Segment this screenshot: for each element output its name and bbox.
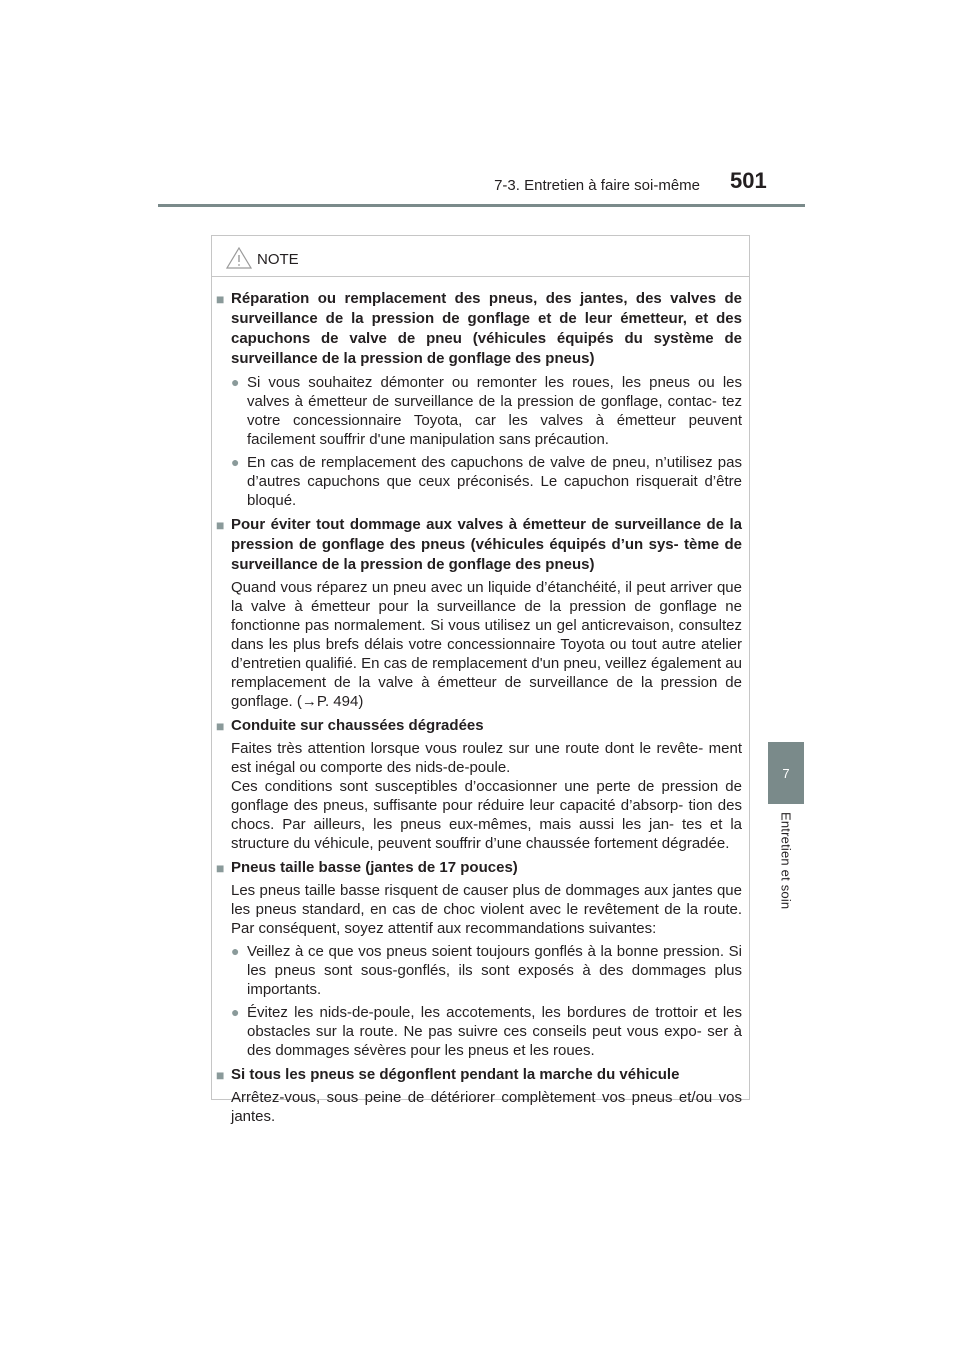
note-section (216, 515, 742, 711)
note-title: NOTE (257, 251, 299, 268)
note-body (212, 277, 749, 1126)
section-paragraph: Arrêtez-vous, sous peine de détériorer complètement vos pneus et/ou vos jantes. (231, 1089, 742, 1125)
circle-bullet-icon: ● (231, 943, 240, 959)
warning-triangle-icon (226, 247, 252, 269)
section-heading-text: Si tous les pneus se dégonflent pendant la marche du véhicule (231, 1066, 680, 1083)
page-number: 501 (730, 168, 767, 193)
circle-bullet-icon: ● (231, 1004, 240, 1020)
note-section (216, 858, 742, 1060)
note-header (212, 236, 749, 277)
circle-bullet-icon: ● (231, 454, 240, 470)
section-heading-text: Pneus taille basse (jantes de 17 pouces) (231, 859, 518, 876)
list-item-text: En cas de remplacement des capuchons de valve de pneu, n’utilisez pas d’autres capuchons que ceux préconisés. Le capuchon risquerait d’être bloqué. (247, 454, 742, 509)
note-section (216, 716, 742, 853)
section-heading-text: Conduite sur chaussées dégradées (231, 717, 484, 734)
section-heading-text: Pour éviter tout dommage aux valves à émetteur de surveillance de la pression de gonflage des pneus (véhicules équipés d’un sys- tème de surveillance de la pression de gonflage des pneus) (231, 516, 742, 573)
list-item-text: Si vous souhaitez démonter ou remonter les roues, les pneus ou les valves à émetteur de surveillance de la pression de gonflage, contac- tez votre concessionnaire Toyota, car les valves à émetteur peuvent facilement souffrir d'une manipulation sans précaution. (247, 374, 742, 448)
list-item-text: Évitez les nids-de-poule, les accotements, les bordures de trottoir et les obstacles sur la route. Ne pas suivre ces conseils peut vous expo- ser à des dommages sévères pour les pneus et les roues. (247, 1004, 742, 1059)
square-bullet-icon: ■ (216, 860, 225, 876)
section-paragraph: Les pneus taille basse risquent de causer plus de dommages aux jantes que les pneus standard, en cas de choc violent avec le revêtement de la route. Par conséquent, soyez attentif aux recommandations suivantes: (231, 882, 742, 937)
section-heading (216, 716, 742, 736)
chapter-tab (768, 742, 804, 804)
list-item (216, 942, 742, 999)
section-heading (216, 858, 742, 878)
section-heading (216, 515, 742, 575)
chapter-caption-text: Entretien et soin (778, 812, 794, 910)
section-paragraph: Quand vous réparez un pneu avec un liquide d’étanchéité, il peut arriver que la valve à émetteur pour la surveillance de la pression de gonflage ne fonctionne pas normalement. Si vous utilisez un gel anticrevaison, consultez dans les plus brefs délais votre concessionnaire Toyota ou tout autre atelier d’entretien qualifié. En cas de remplacement d'un pneu, veillez également au remplacement de la valve à émetteur de surveillance de la pression de gonflage. (→P. 494) (231, 579, 742, 710)
square-bullet-icon: ■ (216, 1067, 225, 1083)
chapter-number: 7 (782, 765, 790, 781)
square-bullet-icon: ■ (216, 291, 225, 307)
note-section (216, 289, 742, 510)
section-paragraph: Ces conditions sont susceptibles d’occasionner une perte de pression de gonflage des pneus, suffisante pour réduire leur capacité d’absorp- tion des chocs. Par ailleurs, les pneus eux-mêmes, mais aussi les jan- tes et la structure du véhicule, peuvent souffrir d’une chaussée fortement dégradée. (231, 778, 742, 852)
section-heading-text: Réparation ou remplacement des pneus, des jantes, des valves de surveillance de la pression de gonflage et de leur émetteur, et des capuchons de valve de pneu (véhicules équipés du système de surveillance de la pression de gonflage des pneus) (231, 290, 742, 367)
list-item-text: Veillez à ce que vos pneus soient toujours gonflés à la bonne pression. Si les pneus sont sous-gonflés, ils sont exposés à des dommages plus importants. (247, 943, 742, 998)
note-box (211, 235, 750, 1125)
header-divider (158, 204, 805, 207)
section-title: 7-3. Entretien à faire soi-même (494, 177, 700, 194)
list-item (216, 1003, 742, 1060)
list-item (216, 373, 742, 449)
note-section (216, 1065, 742, 1126)
list-item (216, 453, 742, 510)
square-bullet-icon: ■ (216, 718, 225, 734)
section-heading (216, 1065, 742, 1085)
section-heading (216, 289, 742, 369)
square-bullet-icon: ■ (216, 517, 225, 533)
section-paragraph: Faites très attention lorsque vous roulez sur une route dont le revête- ment est inégal ou comporte des nids-de-poule. (231, 740, 742, 776)
chapter-caption (768, 812, 804, 952)
circle-bullet-icon: ● (231, 374, 240, 390)
